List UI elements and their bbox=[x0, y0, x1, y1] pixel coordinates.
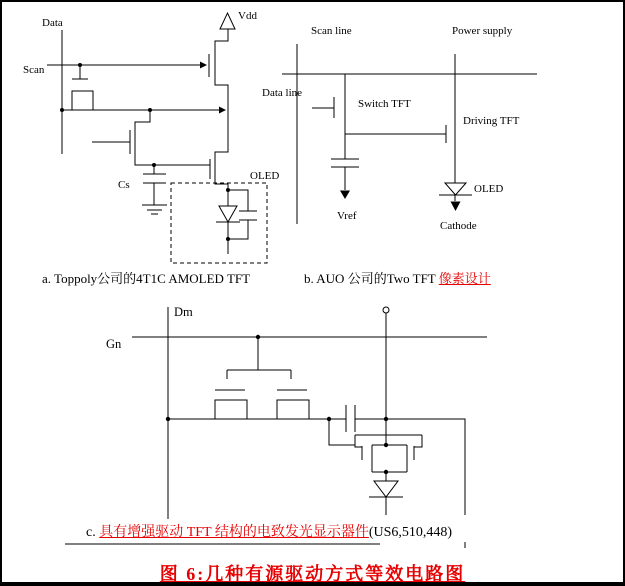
caption-a-text: a. Toppoly公司的4T1C AMOLED TFT bbox=[42, 271, 251, 286]
vdd-terminal-triangle bbox=[220, 13, 235, 29]
figure-title-text: 图 6:几种有源驱动方式等效电路图 bbox=[159, 564, 466, 584]
caption-c-highlight: 具有增强驱动 TFT 结构的电致发光显示器件 bbox=[99, 525, 369, 540]
panel-b-label-driving-tft: Driving TFT bbox=[463, 115, 520, 127]
panel-b-labels bbox=[262, 25, 520, 232]
power-terminal-circle bbox=[383, 307, 389, 313]
panel-b-label-cathode: Cathode bbox=[440, 220, 477, 232]
panel-a-label-data: Data bbox=[42, 17, 63, 29]
panel-c-circuit bbox=[132, 307, 487, 519]
panel-b-circuit bbox=[282, 44, 537, 224]
oled-diode-triangle-c bbox=[374, 481, 398, 497]
panel-b-label-data-line: Data line bbox=[262, 87, 303, 99]
panel-b-label-power-supply: Power supply bbox=[452, 25, 513, 37]
panel-c-wires bbox=[132, 307, 487, 519]
cathode-arrowhead-icon bbox=[451, 202, 461, 212]
panel-b-label-switch-tft: Switch TFT bbox=[358, 98, 411, 110]
caption-c-prefix: c. bbox=[86, 525, 100, 540]
caption-b bbox=[304, 268, 491, 287]
panel-b-label-scan-line: Scan line bbox=[311, 25, 352, 37]
vref-arrowhead-icon bbox=[340, 191, 350, 200]
rail-arrowhead-icon bbox=[219, 107, 226, 114]
caption-a bbox=[42, 268, 250, 287]
caption-c bbox=[86, 521, 452, 541]
panel-b-wires bbox=[282, 44, 537, 224]
panel-c-labels bbox=[106, 305, 193, 351]
oled-diode-triangle-b bbox=[445, 183, 466, 195]
panel-c-label-dm: Dm bbox=[174, 305, 193, 319]
panel-a-label-cs: Cs bbox=[118, 179, 130, 191]
caption-b-highlight: 像素设计 bbox=[438, 271, 491, 286]
panel-a-label-scan: Scan bbox=[23, 64, 45, 76]
oled-diode-triangle bbox=[219, 206, 237, 222]
table-border-fragment bbox=[65, 542, 465, 548]
oled-internal-wires bbox=[216, 190, 257, 254]
panel-b-label-vref: Vref bbox=[337, 210, 357, 222]
panel-a-labels bbox=[23, 10, 279, 191]
panel-a-circuit bbox=[47, 13, 267, 263]
panel-a-junction-dots bbox=[60, 63, 230, 241]
figure-title bbox=[2, 560, 623, 586]
scan-arrowhead-icon bbox=[200, 62, 207, 69]
panel-a-label-vdd: Vdd bbox=[238, 10, 257, 22]
panel-b-label-oled: OLED bbox=[474, 183, 504, 195]
caption-c-patent-number: (US6,510,448) bbox=[368, 525, 453, 540]
panel-a-wires bbox=[47, 29, 228, 214]
caption-b-text: b. AUO 公司的Two TFT bbox=[304, 271, 439, 286]
panel-c-label-gn: Gn bbox=[106, 337, 122, 351]
oled-dashed-box bbox=[171, 183, 267, 263]
panel-a-label-oled: OLED bbox=[250, 170, 280, 182]
